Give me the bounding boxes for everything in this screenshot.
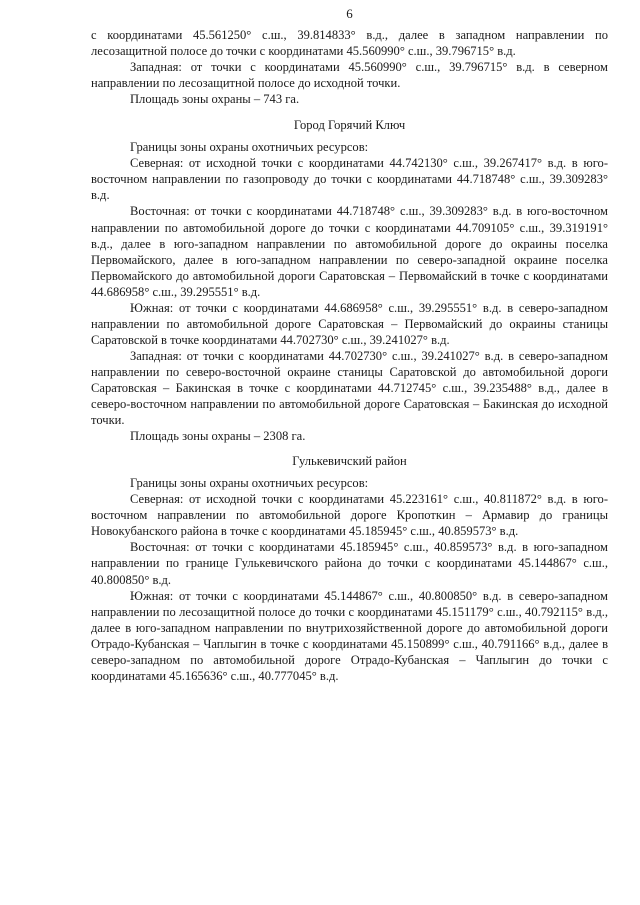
paragraph-northern-boundary: Северная: от исходной точки с координатами 45.223161° с.ш., 40.811872° в.д. в юго-восточном направлении по автомобильной дороге Кропоткин – Армавир до границы Новокубанского района в точке с координатами 45.185945° с.ш., 40.859573° в.д. <box>91 492 608 539</box>
paragraph-area: Площадь зоны охраны – 2308 га. <box>130 429 306 444</box>
paragraph-eastern-boundary: Восточная: от точки с координатами 44.718748° с.ш., 39.309283° в.д. в юго-восточном направлении по автомобильной дороге до точки с координатами 44.709105° с.ш., 39.319191° в.д., далее в юго-западном направлении по автомобильной дороге до окраины поселка Первомайского, далее в юго-западном направлении по северо-западной окраине поселка Первомайского до автомобильной дороги Саратовская – Первомайский в точке с координатами 44.686958° с.ш., 39.295551° в.д. <box>91 204 608 299</box>
paragraph-continuation: с координатами 45.561250° с.ш., 39.814833° в.д., далее в западном направлении по лесозащитной полосе до точки с координатами 45.560990° с.ш., 39.796715° в.д. <box>91 28 608 59</box>
paragraph-southern-boundary: Южная: от точки с координатами 45.144867° с.ш., 40.800850° в.д. в северо-западном направлении по лесозащитной полосе до точки с координатами 45.151179° с.ш., 40.792115° в.д., далее в юго-западном направлении по внутрихозяйственной дороге до автомобильной дороги Отрадо-Кубанская – Чаплыгин в точке с координатами 45.150899° с.ш., 40.791166° в.д., далее в северо-западном по автомобильной дороге Отрадо-Кубанская – Чаплыгин до точки с координатами 45.165636° с.ш., 40.777045° в.д. <box>91 588 608 683</box>
section-heading-gulkevichi: Гулькевичский район <box>292 454 407 469</box>
paragraph-western-boundary: Западная: от точки с координатами 45.560990° с.ш., 39.796715° в.д. в северном направлении по лесозащитной полосе до исходной точки. <box>91 60 608 91</box>
paragraph-area: Площадь зоны охраны – 743 га. <box>130 92 300 107</box>
section-heading-goryachy-klyuch: Город Горячий Ключ <box>293 118 406 133</box>
document-body <box>91 27 608 684</box>
paragraph-southern-boundary: Южная: от точки с координатами 44.686958° с.ш., 39.295551° в.д. в северо-западном направлении по автомобильной дороге Саратовская – Первомайский до окраины станицы Саратовской в точке координатами 44.702730° с.ш., 39.241027° в.д. <box>91 300 608 347</box>
paragraph-boundaries-intro: Границы зоны охраны охотничьих ресурсов: <box>130 476 369 491</box>
paragraph-northern-boundary: Северная: от исходной точки с координатами 44.742130° с.ш., 39.267417° в.д. в юго-восточном направлении по газопроводу до точки с координатами 44.718748° с.ш., 39.309283° в.д. <box>91 156 608 203</box>
paragraph-boundaries-intro: Границы зоны охраны охотничьих ресурсов: <box>130 140 369 155</box>
paragraph-western-boundary: Западная: от точки с координатами 44.702730° с.ш., 39.241027° в.д. в северо-западном направлении по северо-восточной окраине станицы Саратовской до автомобильной дороги Саратовская – Бакинская в точке с координатами 44.712745° с.ш., 39.235488° в.д., далее в северо-восточном направлении по автомобильной дороге Саратовская – Бакинская до исходной точки. <box>91 348 608 428</box>
page-number: 6 <box>346 6 353 21</box>
paragraph-eastern-boundary: Восточная: от точки с координатами 45.185945° с.ш., 40.859573° в.д. в юго-западном направлении по границе Гулькевичского района до точки с координатами 45.144867° с.ш., 40.800850° в.д. <box>91 540 608 587</box>
